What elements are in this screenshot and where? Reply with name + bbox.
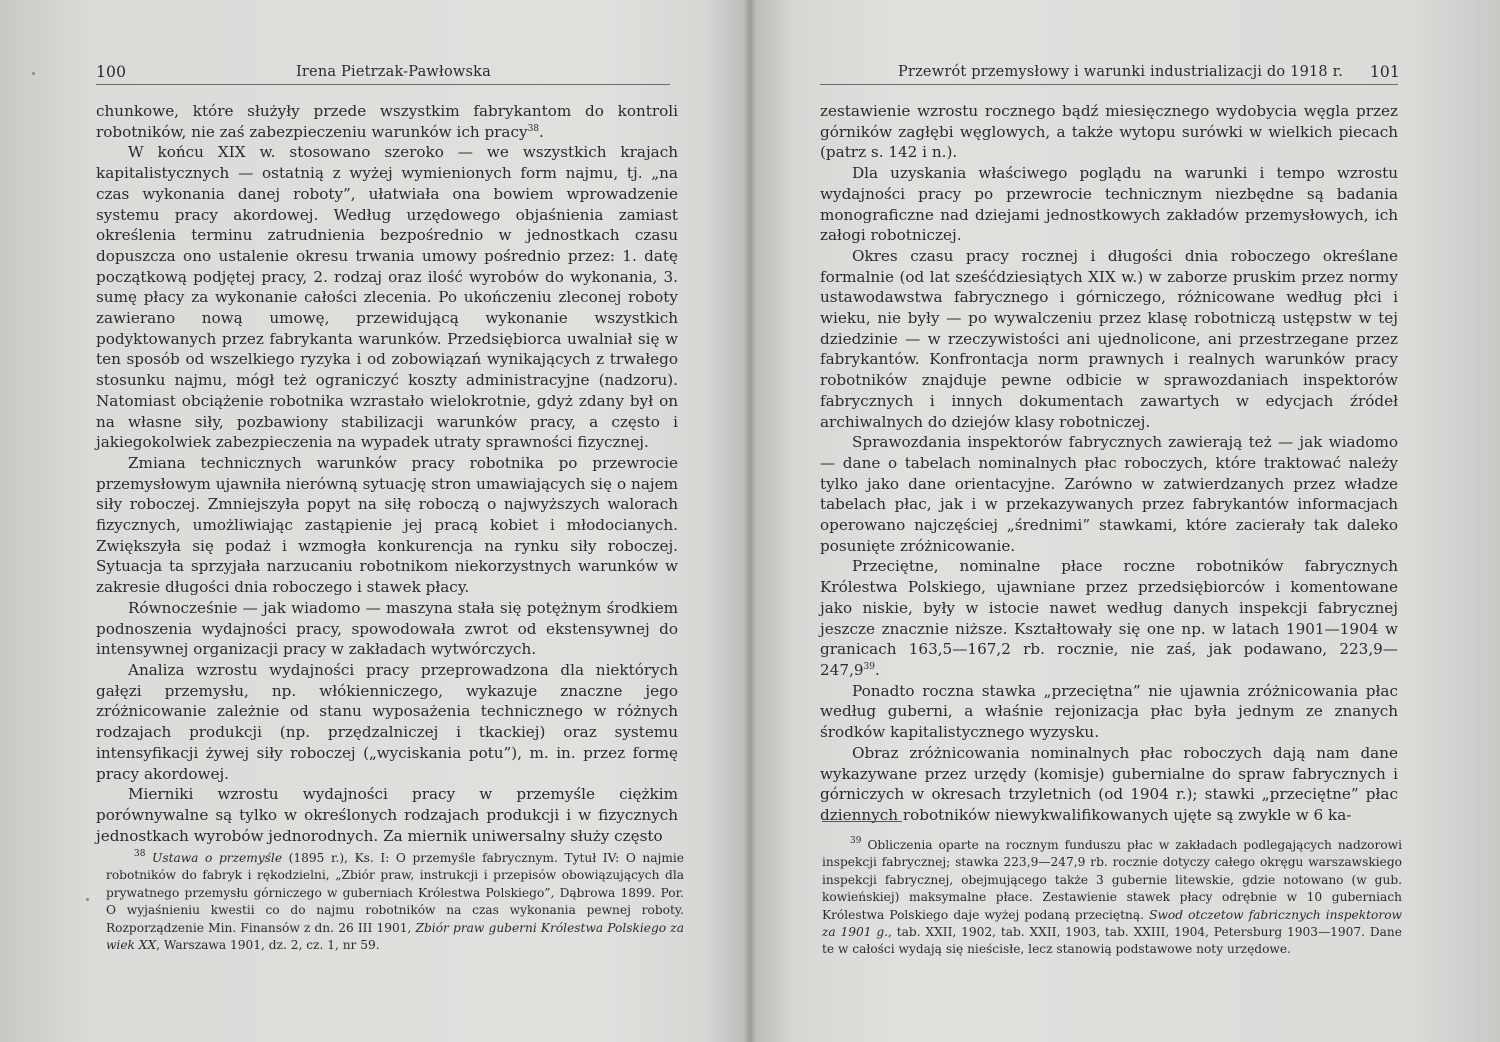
paragraph: Obraz zróżnicowania nominalnych płac roboczych dają nam dane wykazywane przez urzędy (komisje) gubernialne do spraw fabrycznych i górniczych w okresach trzyletnich (od 1904 r.); stawki „przeciętne” płac dziennych robotników niewykwalifikowanych ujęte są zwykle w 6 ka- xyxy=(820,743,1398,824)
footnote-reference[interactable]: 39 xyxy=(863,661,875,672)
body-text xyxy=(820,101,1398,826)
paragraph: Dla uzyskania właściwego poglądu na warunki i tempo wzrostu wydajności pracy po przewrocie technicznym niezbędne są badania monograficzne nad dziejami jednostkowych zakładów przemysłowych, ich załogi robotniczej. xyxy=(820,164,1398,245)
page-number: 101 xyxy=(1369,63,1400,81)
paragraph: W końcu XIX w. stosowano szeroko — we wszystkich krajach kapitalistycznych — ostatnią z wyżej wymienionych form najmu, tj. „na czas wykonania danej roboty”, ułatwiała ona bowiem wprowadzenie systemu pracy akordowej. Według urzędowego objaśnienia zamiast określenia terminu zatrudnienia bezpośrednio w jednostkach czasu dopuszcza ono ustalenie okresu trwania umowy pośrednio przez: 1. datę początkową podjętej pracy, 2. rodzaj oraz ilość wyrobów do wykonania, 3. sumę płacy za wykonanie całości zlecenia. Po ukończeniu zleconej roboty zawierano nową umowę, przewidującą wykonanie wszystkich podyktowanych przez fabrykanta warunków. Przedsiębiorca uwalniał się w ten sposób od wszelkiego ryzyka i od zobowiązań wynikających z trwałego stosunku najmu, mógł też ograniczyć koszty administracyjne (nadzoru). Natomiast obciążenie robotnika wzrastało wielokrotnie, gdyż zdany był on na własne siły, pozbawiony stabilizacji warunków pracy, a często i jakiegokolwiek zabezpieczenia na wypadek utraty sprawności fizycznej. xyxy=(96,143,678,452)
paragraph: chunkowe, które służyły przede wszystkim fabrykantom do kontroli robotników, nie zaś zabezpieczeniu warunków ich pracy$^{38}$. xyxy=(96,102,678,141)
paragraph: zestawienie wzrostu rocznego bądź miesięcznego wydobycia węgla przez górników zagłębi węglowych, a także wytopu surówki w wielkich piecach (patrz s. 142 i n.). xyxy=(820,102,1398,162)
running-head-author: Irena Pietrzak-Pawłowska xyxy=(296,64,491,80)
running-head xyxy=(96,64,681,84)
left-page xyxy=(96,0,684,1042)
running-head xyxy=(820,64,1400,84)
footnote-number: 38 xyxy=(134,849,146,859)
footnote-rule xyxy=(822,821,902,822)
paragraph: Analiza wzrostu wydajności pracy przeprowadzona dla niektórych gałęzi przemysłu, np. włókienniczego, wykazuje znaczne jego zróżnicowanie zależnie od stanu wyposażenia technicznego w różnych rodzajach produkcji (np. przędzalniczej i tkackiej) oraz systemu intensyfikacji żywej siły roboczej („wyciskania potu”), m. in. przez formę pracy akordowej. xyxy=(96,660,678,783)
footnote-reference[interactable]: 38 xyxy=(527,123,540,134)
page-number: 100 xyxy=(96,63,127,81)
footnote: $^{39}$ Obliczenia oparte na rocznym funduszu płac w zakładach podlegających nadzorowi inspekcji fabrycznej; stawka 223,9—247,9 rb. rocznie dotyczy całego okręgu warszawskiego inspekcji fabrycznej, obejmującego także 3 gubernie litewskie, gdzie notowano (w gub. kowieńskiej) maksymalne płace. Zestawienie stawek płacy odrębnie w 10 guberniach Królestwa Polskiego daje wyżej podaną przeciętną. Swod otczetow fabricznych inspektorow za 1901 g., tab. XXII, 1902, tab. XXII, 1903, tab. XXIII, 1904, Petersburg 1903—1907. Dane te w całości wydają się nieścisłe, lecz stanowią podstawowe noty urzędowe. xyxy=(822,836,1402,957)
paragraph: Sprawozdania inspektorów fabrycznych zawierają też — jak wiadomo — dane o tabelach nominalnych płac roboczych, które traktować należy tylko jako dane orientacyjne. Zarówno w zatwierdzanych przez władze tabelach płac, jak i w przekazywanych przez fabrykantów informacjach operowano najczęściej „średnimi” stawkami, które zacierały tak daleko posunięte zróżnicowanie. xyxy=(820,433,1398,555)
body-text xyxy=(96,101,678,846)
header-rule xyxy=(820,84,1398,85)
paragraph: Mierniki wzrostu wydajności pracy w przemyśle ciężkim porównywalne są tylko w określonych rodzajach produkcji i w fizycznych jednostkach wyrobów jednorodnych. Za miernik uniwersalny służy często xyxy=(96,785,678,845)
paragraph: Przeciętne, nominalne płace roczne robotników fabrycznych Królestwa Polskiego, ujawniane przez przedsiębiorców i komentowane jako niskie, były w istocie nawet według danych inspekcji fabrycznej jeszcze znacznie niższe. Kształtowały się one np. w latach 1901—1904 w granicach 163,5—167,2 rb. rocznie, nie zaś, jak podawano, 223,9—247,9$^{39}$. xyxy=(820,557,1398,679)
paragraph: Równocześnie — jak wiadomo — maszyna stała się potężnym środkiem podnoszenia wydajności pracy, spowodowała zwrot od ekstensywnej do intensywnej organizacji pracy w zakładach wytwórczych. xyxy=(96,598,678,659)
header-rule xyxy=(96,84,670,85)
footnote: $^{38}$ Ustawa o przemyśle (1895 r.), Ks. I: O przemyśle fabrycznym. Tytuł IV: O najmie robotników do fabryk i rękodzielni, „Zbiór praw, instrukcji i przepisów obowiązujących dla prywatnego przemysłu górniczego w guberniach Królestwa Polskiego”, Dąbrowa 1899. Por. O wyjaśnieniu kwestii co do najmu robotników na czas wykonania pewnej roboty. Rozporządzenie Min. Finansów z dn. 26 III 1901, Zbiór praw guberni Królestwa Polskiego za wiek XX, Warszawa 1901, dz. 2, cz. 1, nr 59. xyxy=(106,849,684,953)
running-head-title: Przewrót przemysłowy i warunki industrializacji do 1918 r. xyxy=(898,64,1343,80)
scan-speck xyxy=(86,898,89,901)
paragraph: Ponadto roczna stawka „przeciętna” nie ujawnia zróżnicowania płac według guberni, a właśnie rejonizacja płac była jednym ze znanych środków kapitalistycznego wyzysku. xyxy=(820,681,1398,742)
paragraph: Okres czasu pracy rocznej i długości dnia roboczego określane formalnie (od lat sześćdziesiątych XIX w.) w zaborze pruskim przez normy ustawodawstwa fabrycznego i górniczego, różnicowane według płci i wieku, nie były — po wywalczeniu przez klasę robotniczą ustępstw w tej dziedzinie — w rzeczywistości ani ujednolicone, ani przestrzegane przez fabrykantów. Konfrontacja norm prawnych i realnych warunków pracy robotników znajduje pewne odbicie w sprawozdaniach inspektorów fabrycznych i innych dokumentach zawartych w edycjach źródeł archiwalnych do dziejów klasy robotniczej. xyxy=(820,246,1398,431)
scan-speck xyxy=(32,72,35,75)
footnote-number: 39 xyxy=(850,836,862,846)
right-page xyxy=(820,0,1400,1042)
paragraph: Zmiana technicznych warunków pracy robotnika po przewrocie przemysłowym ujawniła nierówną sytuację stron umawiających się o najem siły roboczej. Zmniejszyła popyt na siłę roboczą o najwyższych walorach fizycznych, umożliwiając zastąpienie jej pracą kobiet i młodocianych. Zwiększyła się podaż i wzmogła konkurencja na rynku siły roboczej. Sytuacja ta sprzyjała narzucaniu robotnikom niekorzystnych warunków w zakresie długości dnia roboczego i stawek płacy. xyxy=(96,453,678,597)
